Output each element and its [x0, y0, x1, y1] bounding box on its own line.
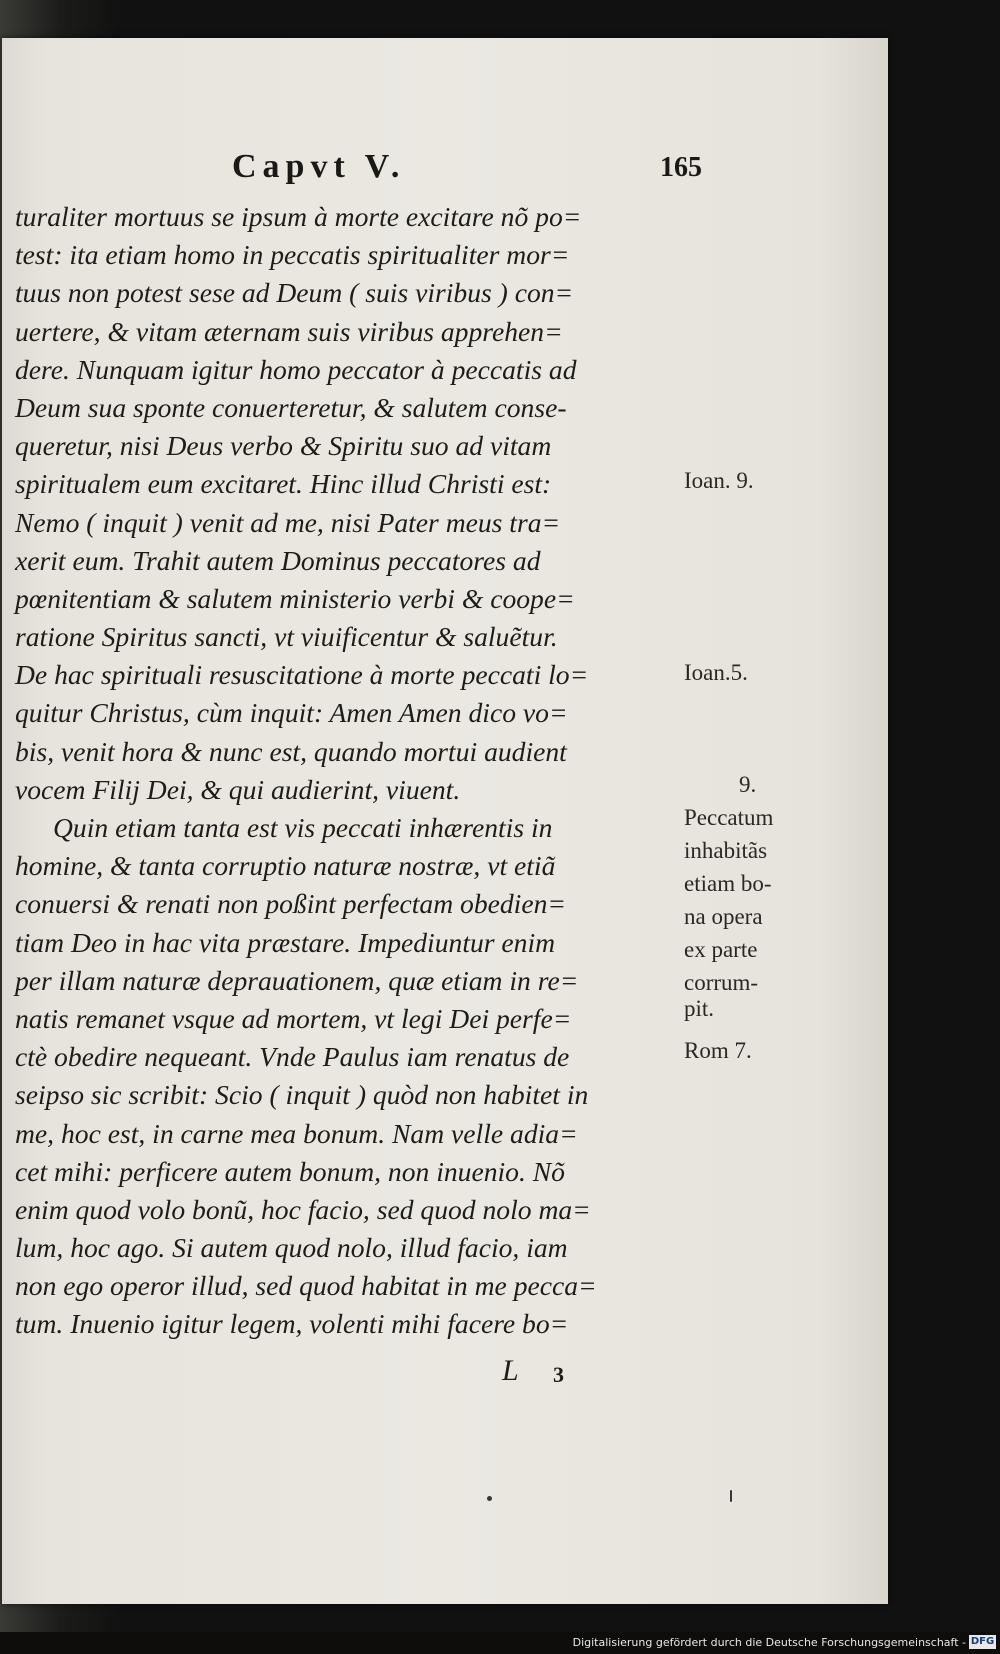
text-line: uertere, & vitam æternam suis viribus apprehen=	[15, 315, 563, 347]
text-line: per illam naturæ deprauationem, quæ etiam in re=	[15, 964, 579, 996]
text-line: test: ita etiam homo in peccatis spiritualiter mor=	[15, 239, 570, 271]
text-line: ratione Spiritus sancti, vt viuificentur & saluẽtur.	[15, 621, 558, 653]
margin-note-ioan-5: Ioan.5.	[684, 660, 748, 685]
text-line: cet mihi: perficere autem bonum, non inuenio. Nõ	[15, 1155, 565, 1187]
text-line: non ego operor illud, sed quod habitat in me pecca=	[15, 1270, 597, 1302]
text-line: Nemo ( inquit ) venit ad me, nisi Pater meus tra=	[15, 506, 561, 538]
footer-bar	[0, 1632, 1000, 1654]
text-line: queretur, nisi Deus verbo & Spiritu suo ad vitam	[15, 430, 552, 462]
text-line: tum. Inuenio igitur legem, volenti mihi facere bo=	[15, 1308, 569, 1340]
text-line: Quin etiam tanta est vis peccati inhærentis in	[53, 812, 553, 843]
text-line: natis remanet vsque ad mortem, vt legi Dei perfe=	[15, 1002, 572, 1034]
margin-note-line: ex parte	[684, 937, 758, 962]
margin-note-line: inhabitãs	[684, 838, 768, 863]
text-line: homine, & tanta corruptio naturæ nostræ, vt etiã	[15, 850, 556, 882]
text-line: xerit eum. Trahit autem Dominus peccatores ad	[15, 544, 541, 576]
dfg-credit-text: Digitalisierung gefördert durch die Deutsche Forschungsgemeinschaft -	[572, 1636, 966, 1649]
text-line: pœnitentiam & salutem ministerio verbi & coope=	[15, 582, 575, 614]
paper-speck	[487, 1496, 492, 1501]
paper-speck	[730, 1490, 732, 1502]
text-line: lum, hoc ago. Si autem quod nolo, illud facio, iam	[15, 1232, 568, 1264]
running-head	[232, 148, 702, 188]
margin-note-number: 9.	[739, 772, 757, 797]
text-line: De hac spirituali resuscitatione à morte peccati lo=	[15, 659, 589, 691]
margin-note-peccatum	[684, 768, 773, 1019]
text-line: spiritualem eum excitaret. Hinc illud Christi est:	[15, 468, 552, 500]
body-text	[15, 198, 680, 1344]
margin-note-rom-7: Rom 7.	[684, 1038, 752, 1063]
text-line: ctè obedire nequeant. Vnde Paulus iam renatus de	[15, 1041, 570, 1073]
margin-note-line: pit.	[684, 996, 715, 1021]
dfg-logo-icon: DFG	[970, 1636, 995, 1647]
margin-note-line: corrum-	[684, 970, 759, 995]
page-number: 165	[660, 152, 702, 183]
text-line: dere. Nunquam igitur homo peccator à peccatis ad	[15, 353, 577, 385]
book-page	[2, 38, 888, 1604]
text-line: tuus non potest sese ad Deum ( suis viribus ) con=	[15, 277, 574, 309]
text-line: conuersi & renati non poßint perfectam obedien=	[15, 888, 566, 920]
margin-note-line: etiam bo-	[684, 871, 772, 896]
text-line: vocem Filij Dei, & qui audierint, viuent.	[15, 773, 461, 805]
text-line: quitur Christus, cùm inquit: Amen Amen dico vo=	[15, 697, 568, 729]
text-line: bis, venit hora & nunc est, quando mortui audient	[15, 735, 567, 767]
text-line: tiam Deo in hac vita præstare. Impediuntur enim	[15, 926, 556, 958]
text-line: turaliter mortuus se ipsum à morte excitare nõ po=	[15, 201, 582, 232]
text-line: enim quod volo bonũ, hoc facio, sed quod nolo ma=	[15, 1193, 591, 1225]
margin-note-line: Peccatum	[684, 805, 774, 830]
chapter-heading: Capvt V.	[232, 148, 406, 185]
catchword: L	[502, 1354, 519, 1387]
signature-mark: 3	[553, 1362, 564, 1387]
margin-note-ioan-9: Ioan. 9.	[684, 468, 754, 493]
text-line: Deum sua sponte conuerteretur, & salutem conse-	[15, 391, 567, 423]
margin-note-line: na opera	[684, 904, 763, 929]
text-line: me, hoc est, in carne mea bonum. Nam velle adia=	[15, 1117, 578, 1149]
text-line: seipso sic scribit: Scio ( inquit ) quòd non habitet in	[15, 1079, 589, 1111]
